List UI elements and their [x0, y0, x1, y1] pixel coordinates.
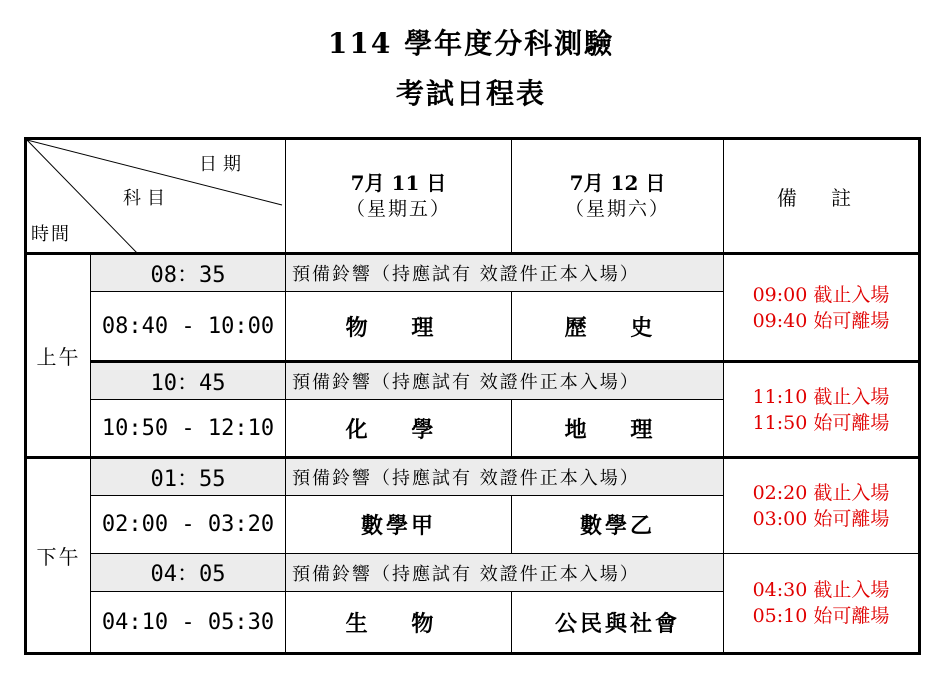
corner-header-cell: [26, 139, 286, 254]
subject-day2: 地 理: [512, 400, 724, 458]
bell-time: 08：35: [91, 254, 286, 292]
day2-date: 7月 12 日: [569, 171, 666, 195]
subject-day1: 化 學: [286, 400, 512, 458]
document-subtitle: 考試日程表: [395, 77, 546, 110]
day1-date: 7月 11 日: [350, 171, 447, 195]
note-entry-deadline: 02:20 截止入場: [752, 482, 890, 504]
bell-time: 01：55: [91, 458, 286, 496]
day2-header: [512, 139, 724, 254]
note-exit-allowed: 09:40 始可離場: [752, 309, 890, 332]
bell-text: 預備鈴響（持應試有 效證件正本入場）: [286, 458, 724, 496]
subject-day2: 公民與社會: [512, 592, 724, 654]
subject-day2: 歷 史: [512, 292, 724, 362]
note-entry-deadline: 09:00 截止入場: [752, 283, 890, 306]
session-notes: [724, 362, 920, 458]
bell-row: [26, 362, 920, 400]
note-exit-allowed: 11:50 始可離場: [752, 411, 890, 434]
exam-time-range: 10:50 - 12:10: [91, 400, 286, 458]
corner-subject-label: 科目: [123, 188, 171, 209]
bell-text: 預備鈴響（持應試有 效證件正本入場）: [286, 554, 724, 592]
notes-header: 備 註: [724, 139, 920, 254]
period-am: 上午: [26, 254, 91, 458]
exam-schedule-table: [24, 137, 921, 655]
corner-date-label: 日期: [199, 154, 247, 175]
session-notes: [724, 458, 920, 554]
header-row: [26, 139, 920, 254]
document-title: 114 學年度分科測驗: [327, 27, 615, 60]
subject-day1: 生 物: [286, 592, 512, 654]
note-exit-allowed: 05:10 始可離場: [752, 605, 890, 627]
day2-weekday: （星期六）: [564, 198, 670, 220]
session-notes: [724, 254, 920, 362]
subject-day1: 物 理: [286, 292, 512, 362]
exam-time-range: 02:00 - 03:20: [91, 496, 286, 554]
bell-time: 10：45: [91, 362, 286, 400]
exam-time-range: 04:10 - 05:30: [91, 592, 286, 654]
bell-text: 預備鈴響（持應試有 效證件正本入場）: [286, 362, 724, 400]
day1-weekday: （星期五）: [345, 198, 451, 220]
bell-row: [26, 554, 920, 592]
bell-row: [26, 458, 920, 496]
session-notes: [724, 554, 920, 654]
subject-day1: 數學甲: [286, 496, 512, 554]
note-exit-allowed: 03:00 始可離場: [752, 508, 890, 530]
note-entry-deadline: 11:10 截止入場: [752, 385, 890, 408]
bell-time: 04：05: [91, 554, 286, 592]
day1-header: [286, 139, 512, 254]
subject-day2: 數學乙: [512, 496, 724, 554]
bell-text: 預備鈴響（持應試有 效證件正本入場）: [286, 254, 724, 292]
exam-time-range: 08:40 - 10:00: [91, 292, 286, 362]
corner-time-label: 時間: [31, 224, 71, 245]
period-pm: 下午: [26, 458, 91, 654]
note-entry-deadline: 04:30 截止入場: [752, 579, 890, 601]
bell-row: [26, 254, 920, 292]
